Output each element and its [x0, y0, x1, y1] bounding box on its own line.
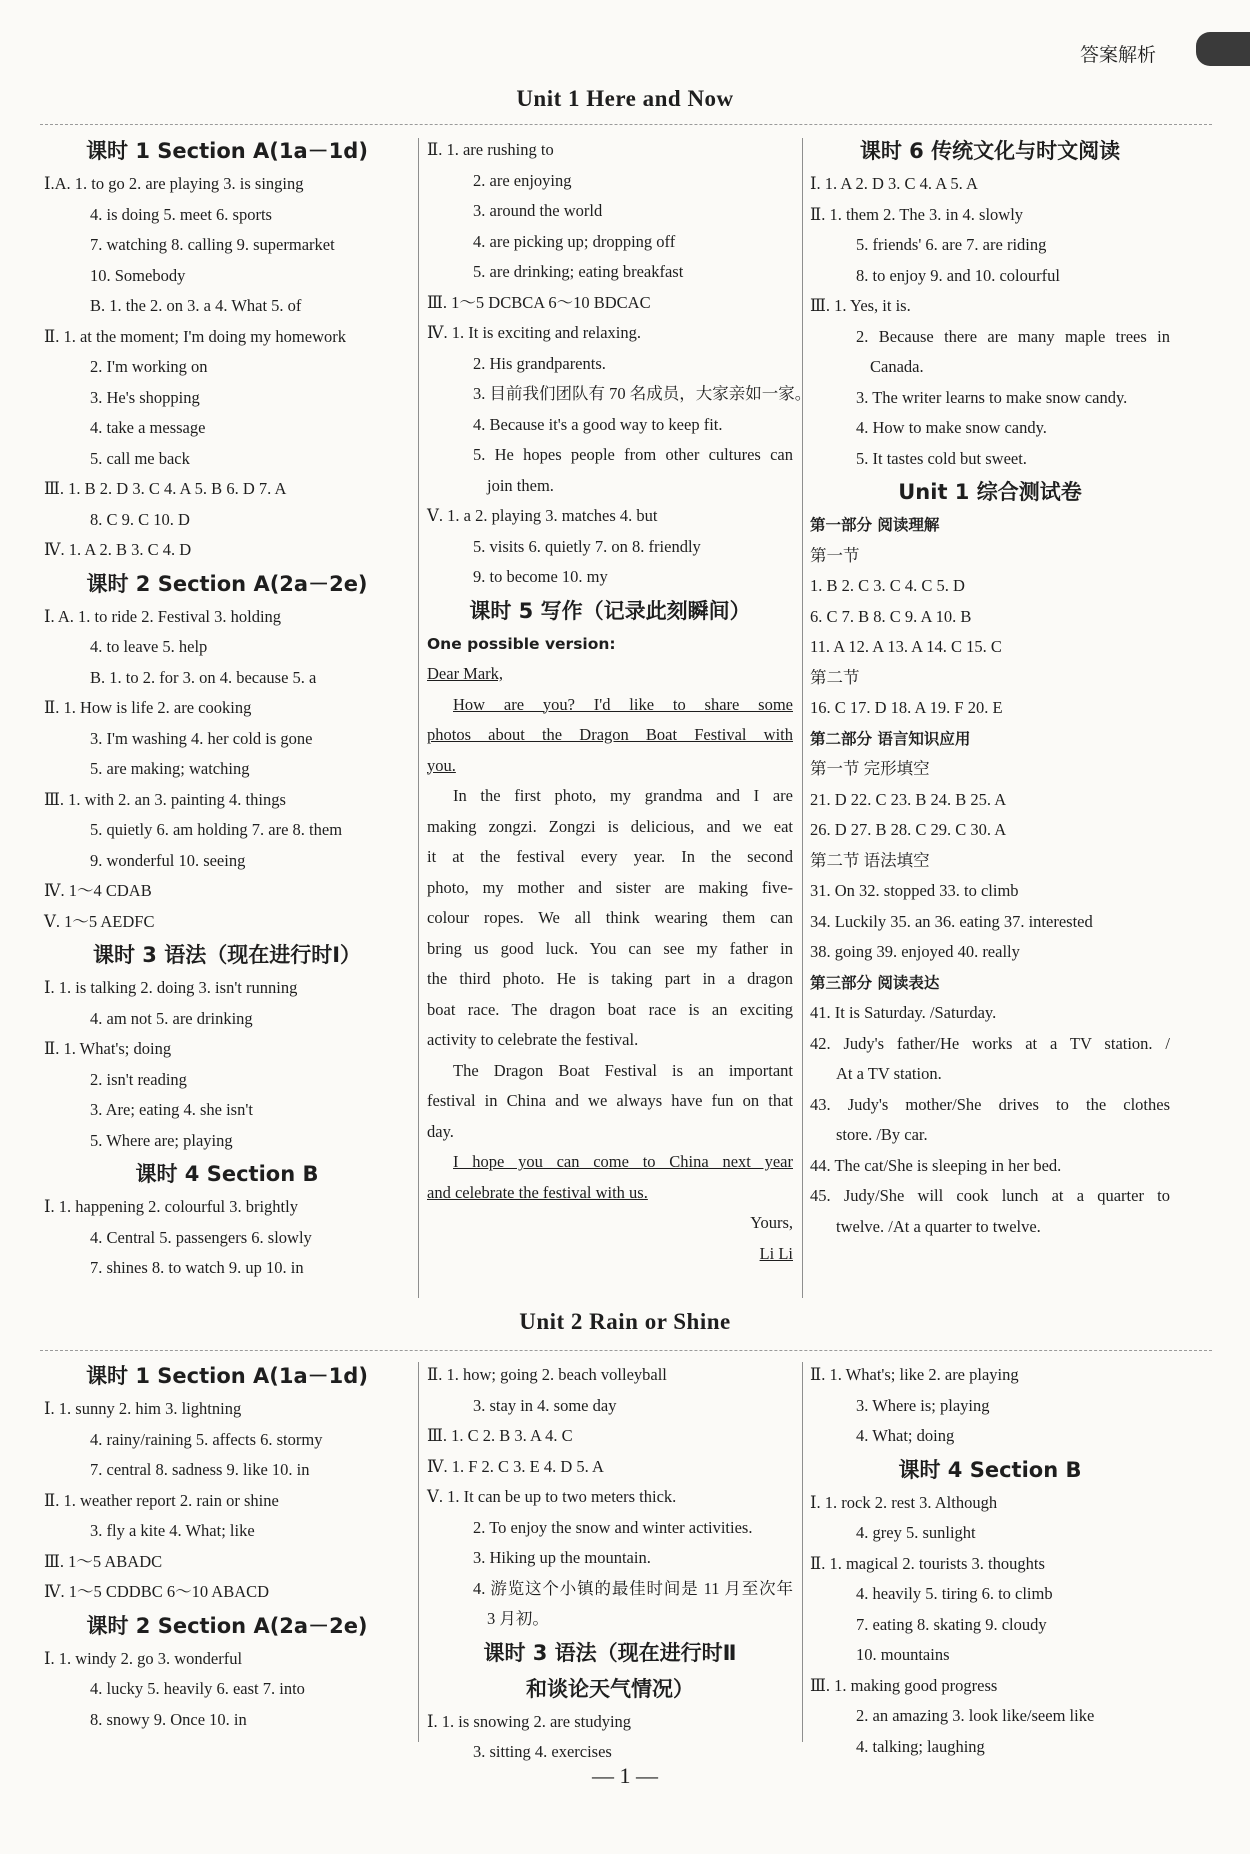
answer-line: 7. shines 8. to watch 9. up 10. in	[90, 1258, 304, 1277]
answer-line: 10. Somebody	[90, 265, 186, 285]
paragraph-line: 43. Judy's mother/She drives to the clothes	[810, 1094, 1170, 1114]
answer-line: 26. D 27. B 28. C 29. C 30. A	[810, 820, 1007, 839]
answer-line: store. /By car.	[836, 1125, 928, 1144]
answer-line: 3. I'm washing 4. her cold is gone	[90, 728, 313, 748]
answer-line: 11. A 12. A 13. A 14. C 15. C	[810, 637, 1002, 656]
answer-line: 第一节	[810, 545, 860, 565]
paragraph-line: making zongzi. Zongzi is delicious, and we eat	[427, 816, 793, 836]
answer-line: 3. He's shopping	[90, 387, 200, 407]
answer-line: Ⅱ. 1. how; going 2. beach volleyball	[427, 1365, 667, 1384]
answer-line: join them.	[487, 475, 554, 495]
answer-line: Ⅲ. 1. B 2. D 3. C 4. A 5. B 6. D 7. A	[44, 479, 287, 498]
paragraph-line: 4. 游览这个小镇的最佳时间是 11 月至次年	[473, 1578, 793, 1598]
answer-line: Ⅲ. 1～5 ABADC	[44, 1551, 163, 1571]
answer-line: 5. quietly 6. am holding 7. are 8. them	[90, 820, 343, 839]
answer-line: 4. lucky 5. heavily 6. east 7. into	[90, 1679, 305, 1698]
answer-line: Ⅱ. 1. magical 2. tourists 3. thoughts	[810, 1553, 1045, 1573]
paragraph-line: The Dragon Boat Festival is an important	[453, 1060, 793, 1080]
answer-line: 第二节 语法填空	[810, 850, 930, 870]
answer-line: Ⅱ. 1. at the moment; I'm doing my homework	[44, 326, 346, 346]
answer-line: 5. Where are; playing	[90, 1130, 233, 1150]
answer-line: 3. Hiking up the mountain.	[473, 1548, 651, 1567]
answer-line: Ⅲ. 1. Yes, it is.	[810, 296, 911, 315]
answer-line: 2. I'm working on	[90, 357, 208, 376]
answer-line: Canada.	[870, 357, 924, 376]
answer-line: 7. central 8. sadness 9. like 10. in	[90, 1460, 310, 1479]
answer-line: 3 月初。	[487, 1609, 549, 1628]
answer-line: 4. Because it's a good way to keep fit.	[473, 414, 723, 434]
answer-line: 第二节	[810, 667, 860, 687]
answer-line: twelve. /At a quarter to twelve.	[836, 1216, 1041, 1236]
answer-line: 5. call me back	[90, 448, 190, 468]
answer-line: Ⅲ. 1～5 DCBCA 6～10 BDCAC	[427, 292, 651, 312]
answer-line: Ⅱ. 1. them 2. The 3. in 4. slowly	[810, 204, 1024, 224]
part-heading: 第三部分 阅读表达	[810, 973, 940, 992]
lesson-heading: 课时 2 Section A(2a－2e)	[86, 571, 368, 596]
lesson-heading: 课时 4 Section B	[898, 1457, 1082, 1482]
part-heading: One possible version:	[427, 634, 616, 653]
answer-line: 44. The cat/She is sleeping in her bed.	[810, 1155, 1062, 1175]
answer-line: 7. eating 8. skating 9. cloudy	[856, 1614, 1047, 1634]
answer-line: Ⅰ.A. 1. to go 2. are playing 3. is singing	[44, 174, 304, 193]
answer-line: Ⅳ. 1. It is exciting and relaxing.	[427, 323, 641, 342]
page-number: — 1 —	[592, 1763, 658, 1788]
answer-line: Ⅳ. 1～5 CDDBC 6～10 ABACD	[44, 1582, 270, 1601]
column-divider	[418, 138, 419, 1298]
unit2-title: Unit 2 Rain or Shine	[519, 1309, 731, 1334]
column-divider	[802, 1362, 803, 1742]
answer-line: 4. rainy/raining 5. affects 6. stormy	[90, 1429, 323, 1449]
answer-line: 3. fly a kite 4. What; like	[90, 1521, 255, 1540]
answer-line: Ⅰ. 1. A 2. D 3. C 4. A 5. A	[810, 174, 978, 193]
answer-line: 7. watching 8. calling 9. supermarket	[90, 235, 335, 254]
paragraph-line: photo, my mother and sister are making five-	[427, 877, 793, 897]
unit1-column-3	[810, 133, 1170, 1242]
answer-line: Ⅰ. 1. is talking 2. doing 3. isn't running	[44, 978, 298, 997]
signature-text: Li Li	[759, 1243, 793, 1263]
answer-line: Ⅲ. 1. with 2. an 3. painting 4. things	[44, 789, 286, 809]
answer-line: 9. to become 10. my	[473, 567, 608, 586]
answer-line: At a TV station.	[836, 1064, 942, 1083]
letter-signature	[427, 1239, 793, 1270]
answer-line: Ⅰ. 1. windy 2. go 3. wonderful	[44, 1648, 243, 1668]
answer-line: 5. visits 6. quietly 7. on 8. friendly	[473, 536, 701, 556]
paragraph-line: 42. Judy's father/He works at a TV station. /	[810, 1033, 1170, 1053]
lesson-heading: 课时 3 语法（现在进行时Ⅰ）	[92, 943, 362, 967]
answer-line: 4. take a message	[90, 418, 206, 437]
underlined-line: photos about the Dragon Boat Festival with	[427, 725, 793, 744]
answer-line: 10. mountains	[856, 1645, 950, 1664]
part-heading: 第一部分 阅读理解	[810, 516, 940, 534]
answer-line: 2. To enjoy the snow and winter activities.	[473, 1517, 753, 1537]
underlined-line: How are you? I'd like to share some	[453, 694, 793, 714]
underlined-line: and celebrate the festival with us.	[427, 1182, 648, 1202]
answer-line: 16. C 17. D 18. A 19. F 20. E	[810, 698, 1003, 717]
answer-line: 41. It is Saturday. /Saturday.	[810, 1003, 997, 1022]
answer-line: Ⅴ. 1. It can be up to two meters thick.	[427, 1487, 677, 1506]
answer-line: 8. snowy 9. Once 10. in	[90, 1709, 247, 1729]
unit1-title: Unit 1 Here and Now	[516, 86, 734, 111]
paragraph-line: 5. He hopes people from other cultures can	[473, 445, 793, 464]
answer-line: 2. His grandparents.	[473, 353, 606, 373]
answer-line: 4. are picking up; dropping off	[473, 231, 676, 251]
answer-line: Ⅰ. A. 1. to ride 2. Festival 3. holding	[44, 606, 282, 626]
answer-line: 3. The writer learns to make snow candy.	[856, 387, 1128, 407]
answer-line: day.	[427, 1121, 454, 1141]
answer-line: 1. B 2. C 3. C 4. C 5. D	[810, 576, 965, 595]
lesson-heading: 课时 6 传统文化与时文阅读	[859, 139, 1121, 163]
answer-line: 3. around the world	[473, 201, 603, 220]
answer-line: 2. an amazing 3. look like/seem like	[856, 1706, 1095, 1725]
unit2-column-3	[810, 1360, 1170, 1762]
answer-line: 9. wonderful 10. seeing	[90, 850, 246, 870]
unit1-column-1	[44, 133, 410, 1284]
answer-line: Ⅲ. 1. C 2. B 3. A 4. C	[427, 1426, 573, 1445]
underlined-line: you.	[427, 755, 456, 775]
answer-line: 4. am not 5. are drinking	[90, 1008, 253, 1028]
lesson-heading: 课时 1 Section A(1a－1d)	[86, 1364, 368, 1388]
paragraph-line: colour ropes. We all think wearing them can	[427, 908, 793, 927]
underlined-line: Dear Mark,	[427, 664, 504, 683]
answer-line: 4. Central 5. passengers 6. slowly	[90, 1227, 312, 1247]
unit1-column-2	[427, 135, 812, 1269]
lesson-heading: Unit 1 综合测试卷	[898, 480, 1082, 504]
answer-line: Ⅰ. 1. happening 2. colourful 3. brightly	[44, 1197, 298, 1216]
answer-line: Ⅱ. 1. What's; like 2. are playing	[810, 1365, 1019, 1384]
column-divider	[802, 138, 803, 1298]
answer-line: Ⅰ. 1. is snowing 2. are studying	[427, 1711, 632, 1731]
answer-line: Ⅱ. 1. How is life 2. are cooking	[44, 698, 252, 717]
lesson-heading: 课时 4 Section B	[135, 1162, 319, 1186]
section-label: 答案解析	[1080, 44, 1157, 66]
paragraph-line: the third photo. He is taking part in a dragon	[427, 969, 793, 988]
answer-line: 8. C 9. C 10. D	[90, 509, 190, 529]
answer-line: 38. going 39. enjoyed 40. really	[810, 942, 1020, 961]
underlined-line: I hope you can come to China next year	[453, 1152, 793, 1171]
lesson-heading: 课时 3 语法（现在进行时Ⅱ	[483, 1640, 737, 1665]
answer-line: 4. is doing 5. meet 6. sports	[90, 204, 272, 224]
answer-line: Ⅲ. 1. making good progress	[810, 1675, 998, 1695]
page-tab-marker	[1196, 32, 1250, 66]
answer-line: 6. C 7. B 8. C 9. A 10. B	[810, 606, 972, 626]
answer-line: Ⅰ. 1. sunny 2. him 3. lightning	[44, 1399, 242, 1418]
answer-line: 2. are enjoying	[473, 170, 572, 190]
answer-line: 4. talking; laughing	[856, 1736, 985, 1756]
answer-line: Ⅴ. 1. a 2. playing 3. matches 4. but	[427, 506, 658, 525]
answer-line: 第一节 完形填空	[810, 759, 930, 778]
letter-closing: Yours,	[750, 1213, 793, 1232]
answer-line: 5. friends' 6. are 7. are riding	[856, 235, 1047, 254]
answer-line: Ⅴ. 1～5 AEDFC	[44, 911, 155, 931]
answer-line: 3. Where is; playing	[856, 1395, 990, 1415]
answer-line: Ⅱ. 1. weather report 2. rain or shine	[44, 1490, 279, 1510]
answer-line: 4. How to make snow candy.	[856, 418, 1047, 437]
answer-line: 3. Are; eating 4. she isn't	[90, 1100, 253, 1119]
lesson-heading: 课时 5 写作（记录此刻瞬间）	[469, 598, 751, 623]
unit2-divider	[40, 1350, 1212, 1351]
answer-line: activity to celebrate the festival.	[427, 1030, 639, 1049]
answer-line: Ⅱ. 1. What's; doing	[44, 1039, 172, 1058]
paragraph-line: it at the festival every year. In the second	[427, 847, 793, 866]
answer-line: 34. Luckily 35. an 36. eating 37. interested	[810, 911, 1093, 931]
answer-line: 4. What; doing	[856, 1426, 955, 1445]
part-heading: 第二部分 语言知识应用	[810, 729, 971, 748]
answer-line: Ⅳ. 1～4 CDAB	[44, 881, 152, 900]
lesson-heading: 课时 1 Section A(1a－1d)	[86, 139, 368, 163]
answer-line: 4. heavily 5. tiring 6. to climb	[856, 1584, 1053, 1603]
lesson-heading: 课时 2 Section A(2a－2e)	[86, 1613, 368, 1638]
answer-line: Ⅱ. 1. are rushing to	[427, 140, 554, 159]
unit2-column-1	[44, 1358, 410, 1735]
answer-line: B. 1. the 2. on 3. a 4. What 5. of	[90, 296, 302, 315]
answer-line: 3. 目前我们团队有 70 名成员，大家亲如一家。	[473, 384, 812, 403]
answer-line: 31. On 32. stopped 33. to climb	[810, 881, 1019, 900]
paragraph-line: festival in China and we always have fun on that	[427, 1091, 793, 1110]
answer-line: 5. are making; watching	[90, 759, 250, 778]
paragraph-line: In the first photo, my grandma and I are	[453, 786, 793, 805]
answer-line: B. 1. to 2. for 3. on 4. because 5. a	[90, 667, 317, 687]
column-divider	[418, 1362, 419, 1742]
answer-line: 5. It tastes cold but sweet.	[856, 448, 1027, 468]
answer-line: Ⅳ. 1. A 2. B 3. C 4. D	[44, 540, 192, 559]
answer-line: Ⅰ. 1. rock 2. rest 3. Although	[810, 1492, 998, 1512]
answer-line: 2. isn't reading	[90, 1069, 187, 1089]
answer-line: 3. stay in 4. some day	[473, 1395, 617, 1415]
unit1-divider	[40, 124, 1212, 125]
paragraph-line: 45. Judy/She will cook lunch at a quarter to	[810, 1186, 1170, 1205]
answer-line: 3. sitting 4. exercises	[473, 1742, 612, 1761]
answer-line: Ⅳ. 1. F 2. C 3. E 4. D 5. A	[427, 1456, 604, 1476]
lesson-heading: 和谈论天气情况）	[526, 1676, 694, 1701]
paragraph-line: 2. Because there are many maple trees in	[856, 326, 1170, 346]
unit2-column-2	[427, 1360, 793, 1768]
paragraph-line: bring us good luck. You can see my father in	[427, 938, 793, 958]
answer-line: 8. to enjoy 9. and 10. colourful	[856, 265, 1060, 285]
paragraph-line: boat race. The dragon boat race is an exciting	[427, 999, 793, 1019]
answer-line: 5. are drinking; eating breakfast	[473, 262, 684, 281]
answer-line: 4. to leave 5. help	[90, 637, 208, 656]
answer-line: 4. grey 5. sunlight	[856, 1523, 976, 1542]
answer-line: 21. D 22. C 23. B 24. B 25. A	[810, 789, 1007, 809]
